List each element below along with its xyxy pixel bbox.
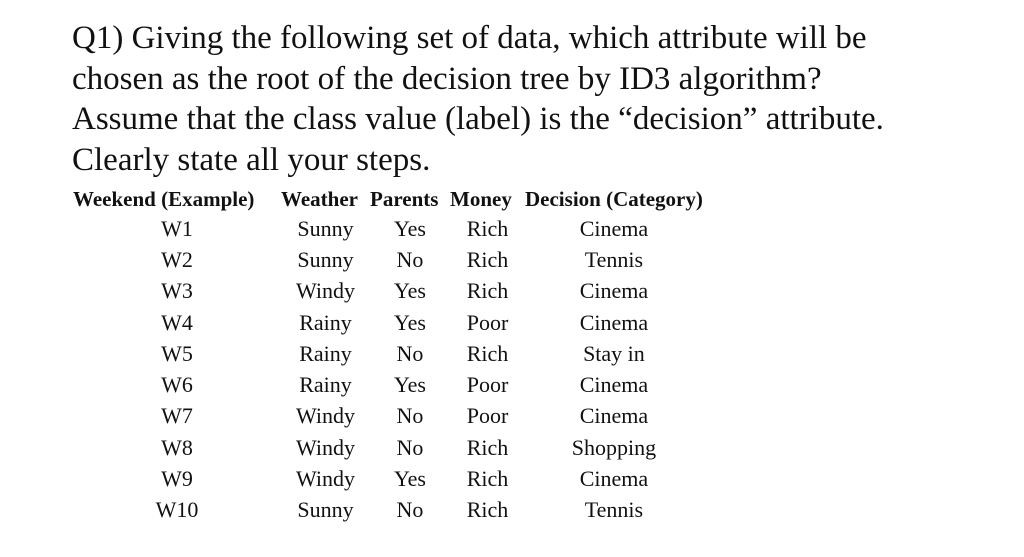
header-money: Money: [450, 187, 512, 211]
header-weekend: Weekend (Example): [73, 187, 255, 211]
cell-weekend: W4: [161, 309, 193, 335]
cell-weather: Sunny: [297, 215, 354, 241]
cell-money: Rich: [466, 246, 509, 272]
cell-weather: Sunny: [297, 246, 354, 272]
cell-money: Poor: [466, 372, 509, 398]
cell-decision: Cinema: [579, 309, 649, 335]
dataset-table: [73, 186, 703, 526]
cell-weather: Windy: [296, 403, 355, 429]
cell-decision: Cinema: [579, 372, 649, 398]
cell-money: Rich: [466, 466, 509, 492]
cell-decision: Stay in: [583, 340, 645, 366]
question-text: [72, 18, 1002, 180]
cell-weekend: W10: [155, 497, 199, 523]
cell-weekend: W6: [161, 372, 193, 398]
table-row: [73, 432, 703, 463]
cell-weekend: W7: [161, 403, 193, 429]
cell-weekend: W1: [161, 215, 193, 241]
cell-parents: No: [396, 403, 424, 429]
cell-weekend: W5: [161, 340, 193, 366]
cell-parents: No: [396, 434, 424, 460]
cell-money: Rich: [466, 215, 509, 241]
cell-parents: Yes: [393, 466, 426, 492]
header-weather: Weather: [281, 187, 358, 211]
cell-parents: No: [396, 246, 424, 272]
cell-weather: Rainy: [299, 372, 352, 398]
cell-weather: Rainy: [299, 309, 352, 335]
cell-weather: Windy: [296, 466, 355, 492]
table-row: [73, 463, 703, 494]
cell-decision: Cinema: [579, 278, 649, 304]
table-row: [73, 495, 703, 526]
question-line: Q1) Giving the following set of data, which attribute will be: [72, 20, 867, 56]
table-row: [73, 307, 703, 338]
cell-weather: Windy: [296, 278, 355, 304]
question-line: Assume that the class value (label) is the “decision” attribute.: [72, 101, 884, 137]
question-line: chosen as the root of the decision tree by ID3 algorithm?: [72, 60, 822, 97]
table-row: [73, 244, 703, 275]
cell-weekend: W9: [161, 466, 193, 492]
cell-parents: Yes: [393, 372, 426, 398]
cell-parents: Yes: [393, 278, 426, 304]
cell-weather: Sunny: [297, 497, 354, 523]
header-parents: Parents: [370, 187, 439, 211]
table-header-row: [73, 186, 703, 213]
table-row: [73, 369, 703, 400]
cell-decision: Cinema: [579, 215, 649, 241]
table-row: [73, 213, 703, 244]
header-decision: Decision (Category): [525, 187, 703, 211]
cell-money: Rich: [466, 340, 509, 366]
cell-weekend: W2: [161, 246, 193, 272]
cell-weather: Windy: [296, 434, 355, 460]
cell-money: Rich: [466, 497, 509, 523]
cell-parents: Yes: [393, 215, 426, 241]
cell-decision: Cinema: [579, 403, 649, 429]
cell-money: Poor: [466, 403, 509, 429]
cell-decision: Tennis: [584, 497, 644, 523]
cell-weekend: W8: [161, 434, 193, 460]
cell-parents: Yes: [393, 309, 426, 335]
table-body: [73, 213, 703, 526]
cell-weather: Rainy: [299, 340, 352, 366]
cell-parents: No: [396, 340, 424, 366]
cell-parents: No: [396, 497, 424, 523]
table-row: [73, 276, 703, 307]
table-row: [73, 338, 703, 369]
cell-decision: Shopping: [571, 434, 657, 460]
cell-weekend: W3: [161, 278, 193, 304]
cell-money: Poor: [466, 309, 509, 335]
cell-decision: Cinema: [579, 466, 649, 492]
cell-money: Rich: [466, 278, 509, 304]
table-row: [73, 401, 703, 432]
cell-decision: Tennis: [584, 246, 644, 272]
cell-money: Rich: [466, 434, 509, 460]
question-line: Clearly state all your steps.: [72, 141, 431, 178]
